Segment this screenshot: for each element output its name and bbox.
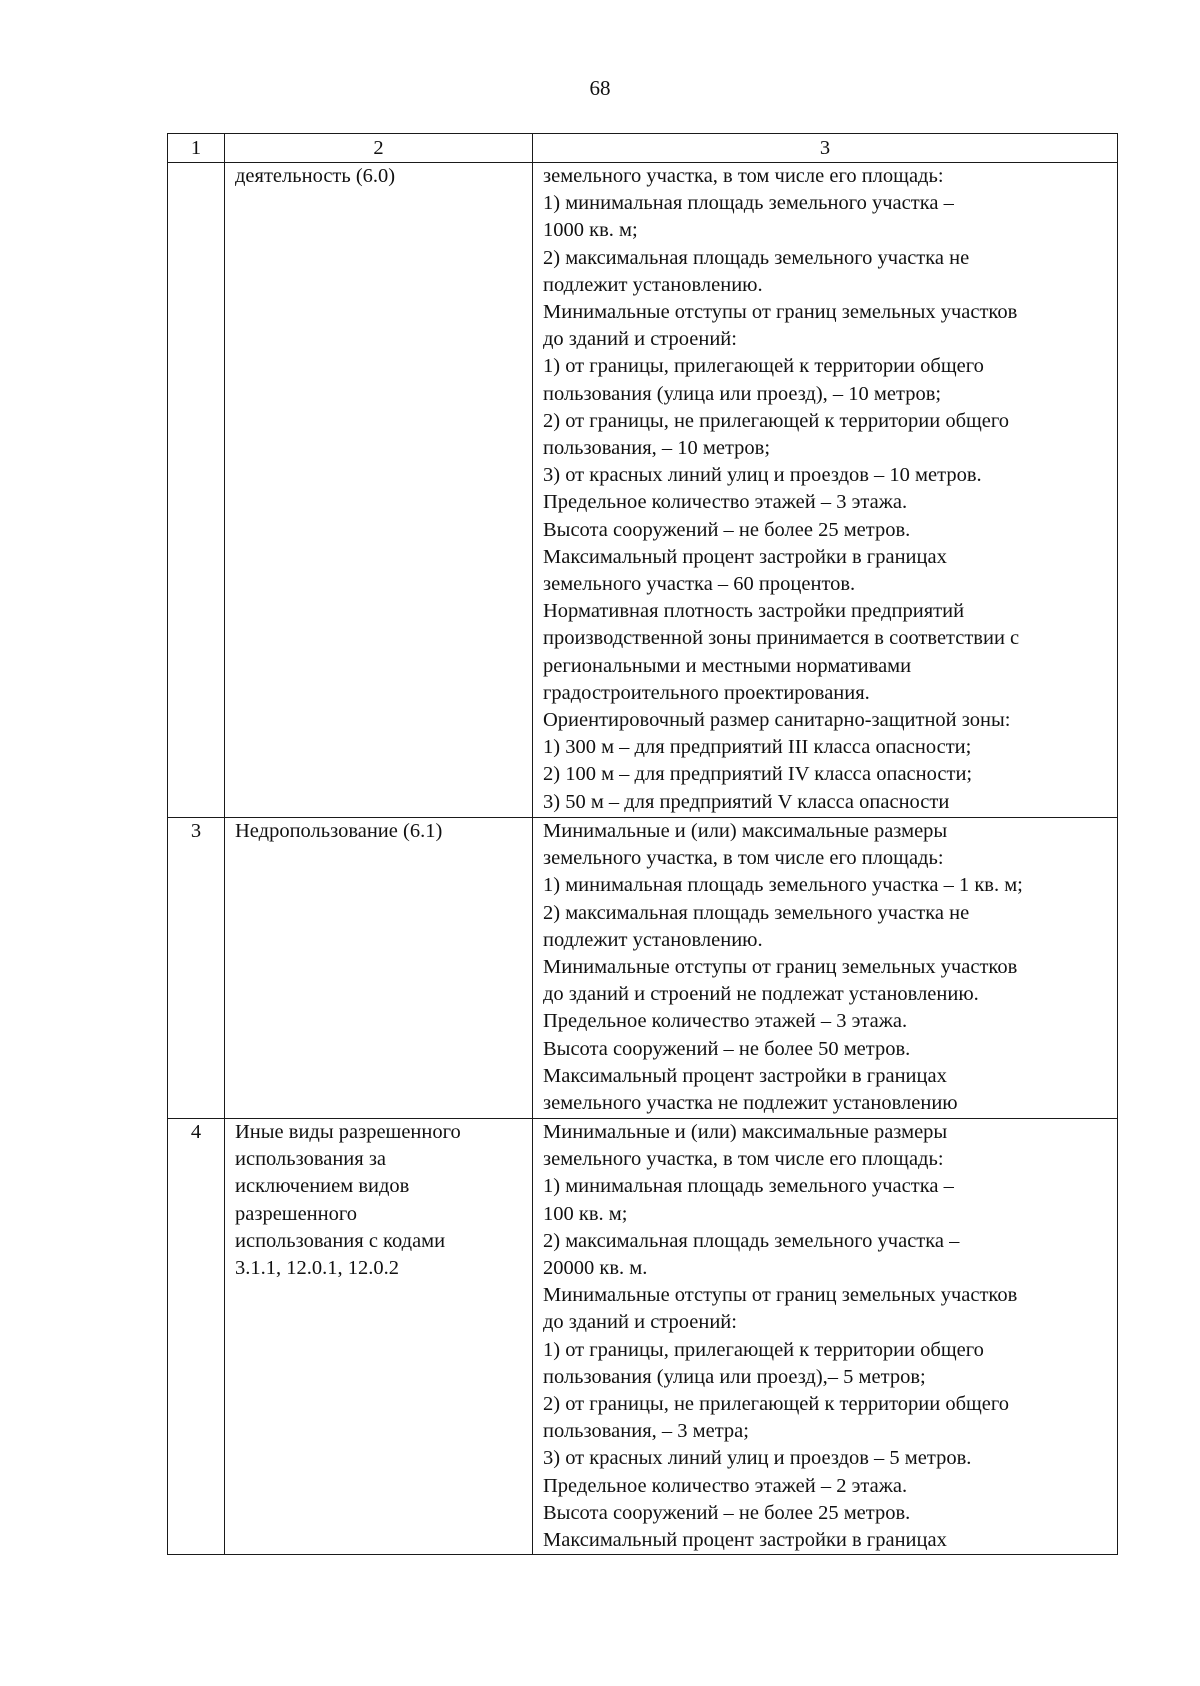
- content-line: земельного участка – 60 процентов.: [543, 573, 856, 596]
- header-col-1: 1: [168, 134, 225, 163]
- name-line: использования за: [235, 1148, 387, 1171]
- parameters-cell: [533, 1119, 1118, 1555]
- content-line: до зданий и строений:: [543, 328, 737, 351]
- content-line: земельного участка, в том числе его площадь:: [543, 1148, 944, 1171]
- content-line: 2) максимальная площадь земельного участка –: [543, 1229, 960, 1252]
- content-line: Предельное количество этажей – 2 этажа.: [543, 1474, 908, 1497]
- content-line: 1000 кв. м;: [543, 219, 638, 242]
- row-number: 3: [168, 818, 225, 1119]
- row-number: [168, 163, 225, 818]
- content-line: до зданий и строений не подлежат установлению.: [543, 983, 979, 1006]
- row-number: 4: [168, 1119, 225, 1555]
- content-line: 3) от красных линий улиц и проездов – 10 метров.: [543, 464, 982, 487]
- content-line: производственной зоны принимается в соответствии с: [543, 627, 1020, 650]
- content-line: Высота сооружений – не более 25 метров.: [543, 518, 911, 541]
- content-line: до зданий и строений:: [543, 1311, 737, 1334]
- table-row: [168, 1119, 1118, 1555]
- content-line: Минимальные отступы от границ земельных участков: [543, 1284, 1018, 1307]
- name-line: деятельность (6.0): [235, 165, 396, 187]
- content-line: пользования (улица или проезд),– 5 метров;: [543, 1365, 926, 1388]
- content-line: Предельное количество этажей – 3 этажа.: [543, 491, 908, 514]
- name-line: Недропользование (6.1): [235, 820, 443, 842]
- table-row: [168, 818, 1118, 1119]
- header-col-3: 3: [533, 134, 1118, 163]
- table-header-row: [168, 134, 1118, 163]
- name-line: использования с кодами: [235, 1229, 446, 1252]
- use-type-name: [225, 163, 533, 818]
- header-col-2: 2: [225, 134, 533, 163]
- name-line: исключением видов: [235, 1175, 410, 1198]
- content-line: 1) минимальная площадь земельного участка –: [543, 192, 954, 215]
- parameters-cell: [533, 818, 1118, 1119]
- name-line: Иные виды разрешенного: [235, 1121, 461, 1143]
- name-line: разрешенного: [235, 1202, 358, 1225]
- content-line: 2) максимальная площадь земельного участка не: [543, 246, 970, 269]
- content-line: земельного участка не подлежит установлению: [543, 1092, 958, 1115]
- content-line: градостроительного проектирования.: [543, 681, 870, 704]
- content-line: 2) от границы, не прилегающей к территории общего: [543, 1393, 1010, 1416]
- content-line: Максимальный процент застройки в границах: [543, 1064, 947, 1087]
- content-line: 1) минимальная площадь земельного участка – 1 кв. м;: [543, 874, 1023, 897]
- content-line: 2) 100 м – для предприятий IV класса опасности;: [543, 763, 973, 786]
- content-line: Минимальные и (или) максимальные размеры: [543, 1121, 948, 1143]
- content-line: пользования, – 3 метра;: [543, 1420, 749, 1443]
- content-line: 1) минимальная площадь земельного участка –: [543, 1175, 954, 1198]
- content-line: 1) 300 м – для предприятий III класса опасности;: [543, 736, 972, 759]
- page-number: 68: [589, 76, 611, 100]
- content-line: Ориентировочный размер санитарно-защитной зоны:: [543, 709, 1011, 732]
- content-line: пользования (улица или проезд), – 10 метров;: [543, 382, 942, 405]
- content-line: 100 кв. м;: [543, 1202, 628, 1225]
- table-row: [168, 163, 1118, 818]
- content-line: 1) от границы, прилегающей к территории общего: [543, 355, 984, 378]
- content-line: подлежит установлению.: [543, 273, 763, 296]
- content-line: 2) от границы, не прилегающей к территории общего: [543, 409, 1010, 432]
- content-line: Высота сооружений – не более 50 метров.: [543, 1037, 911, 1060]
- content-line: пользования, – 10 метров;: [543, 437, 771, 460]
- content-line: земельного участка, в том числе его площадь:: [543, 847, 944, 870]
- content-line: подлежит установлению.: [543, 928, 763, 951]
- content-line: Минимальные и (или) максимальные размеры: [543, 820, 948, 842]
- content-line: 3) 50 м – для предприятий V класса опасности: [543, 790, 950, 813]
- use-type-name: [225, 1119, 533, 1555]
- content-line: земельного участка, в том числе его площадь:: [543, 165, 944, 187]
- content-line: Минимальные отступы от границ земельных участков: [543, 956, 1018, 979]
- content-line: 2) максимальная площадь земельного участка не: [543, 901, 970, 924]
- regulations-table: [167, 133, 1118, 1555]
- content-line: Максимальный процент застройки в границах: [543, 545, 947, 568]
- parameters-cell: [533, 163, 1118, 818]
- content-line: Предельное количество этажей – 3 этажа.: [543, 1010, 908, 1033]
- content-line: Нормативная плотность застройки предприятий: [543, 600, 965, 623]
- content-line: 1) от границы, прилегающей к территории общего: [543, 1338, 984, 1361]
- content-line: Минимальные отступы от границ земельных участков: [543, 301, 1018, 324]
- content-line: 20000 кв. м.: [543, 1257, 648, 1280]
- name-line: 3.1.1, 12.0.1, 12.0.2: [235, 1257, 399, 1280]
- content-line: Максимальный процент застройки в границах: [543, 1529, 947, 1552]
- content-line: 3) от красных линий улиц и проездов – 5 метров.: [543, 1447, 972, 1470]
- content-line: Высота сооружений – не более 25 метров.: [543, 1501, 911, 1524]
- use-type-name: [225, 818, 533, 1119]
- content-line: региональными и местными нормативами: [543, 654, 912, 677]
